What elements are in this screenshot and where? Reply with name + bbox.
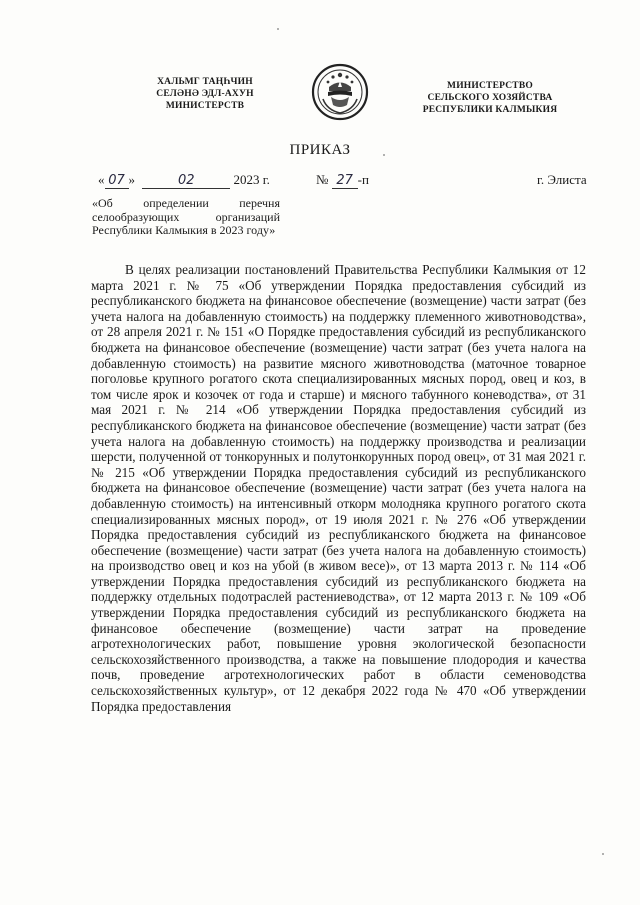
header-left-ministry [130, 76, 280, 112]
scan-speck [602, 853, 604, 855]
header-left-line-2: СЕЛӘНӘ ЭДЛ-АХУН [156, 89, 254, 99]
city: г. Элиста [537, 172, 587, 187]
date-month: 02 [142, 173, 230, 189]
number-value: 27 [332, 173, 358, 189]
header-left-line-3: МИНИСТЕРСТВ [165, 101, 245, 111]
header-right-line-3: РЕСПУБЛИКИ КАЛМЫКИЯ [422, 105, 558, 115]
order-body-text: В целях реализации постановлений Правительства Республики Калмыкия от 12 марта 2021 г. № 75 «Об утверждении Порядка предоставления субсидий из республиканского бюджета на финансовое обеспечение (возмещение) части затрат (без учета налога на добавленную стоимость) на поддержку племенного животноводства», от 28 апреля 2021 г. № 151 «О Порядке предоставления субсидий из республиканского бюджета на финансовое обеспечение (возмещение) части затрат (без учета налога на добавленную стоимость) на развитие мясного животноводства (маточное товарное поголовье крупного рогатого скота специализированных мясных пород, овец и коз, в том числе ярок и козочек от года и старше) и мясного табунного коневодства», от 31 мая 2021 г. № 214 «Об утверждении Порядка предоставления субсидий из республиканского бюджета на финансовое обеспечение (возмещение) части затрат (без учета налога на добавленную стоимость) на поддержку производства и реализации шерсти, полученной от тонкорунных и полутонкорунных пород овец», от 31 мая 2021 г. № 215 «Об утверждении Порядка предоставления субсидий из республиканского бюджета на финансовое обеспечение (возмещение) части затрат (без учета налога на добавленную стоимость) на интенсивный откорм молодняка крупного рогатого скота специализированных мясных пород», от 19 июля 2021 г. № 276 «Об утверждении Порядка предоставления субсидий из республиканского бюджета на финансовое обеспечение (возмещение) части затрат (без учета налога на добавленную стоимость) на производство овец и коз на убой (в живом весе)», от 13 марта 2013 г. № 114 «Об утверждении Порядка предоставления субсидий из республиканского бюджета на поддержку отдельных подотраслей растениеводства», от 12 марта 2013 г. № 109 «Об утверждении Порядка предоставления субсидий из республиканского бюджета на финансовое обеспечение (возмещение) части затрат на проведение агротехнологических работ, повышение уровня экологической безопасности сельскохозяйственного производства, а также на повышение плодородия и качества почв, проведение агротехнологических работ в области семеноводства сельскохозяйственных культур», от 12 декабря 2022 года № 470 «Об утверждении Порядка предоставления [91, 262, 586, 714]
date-open-quote: « [98, 172, 105, 187]
header-left-line-1: ХАЛЬМГ ТАҢҺЧИН [157, 77, 253, 87]
date-year: 2023 г. [233, 172, 270, 187]
number-prefix: № [316, 172, 329, 187]
number-suffix: -п [357, 172, 369, 187]
scan-speck [277, 28, 279, 30]
document-type-title: ПРИКАЗ [289, 142, 351, 158]
scan-speck [383, 154, 385, 156]
header-right-line-1: МИНИСТЕРСТВО [447, 81, 533, 91]
header-right-ministry [410, 80, 570, 116]
order-subject: «Об определении перечня селообразующих организаций Республики Калмыкия в 2023 году» [92, 196, 280, 238]
date-day: 07 [105, 173, 129, 189]
date-close-quote: » [128, 172, 135, 187]
header-right-line-2: СЕЛЬСКОГО ХОЗЯЙСТВА [427, 93, 553, 103]
coat-of-arms-emblem-icon [311, 63, 369, 121]
order-date [98, 172, 270, 189]
order-number [316, 172, 369, 189]
